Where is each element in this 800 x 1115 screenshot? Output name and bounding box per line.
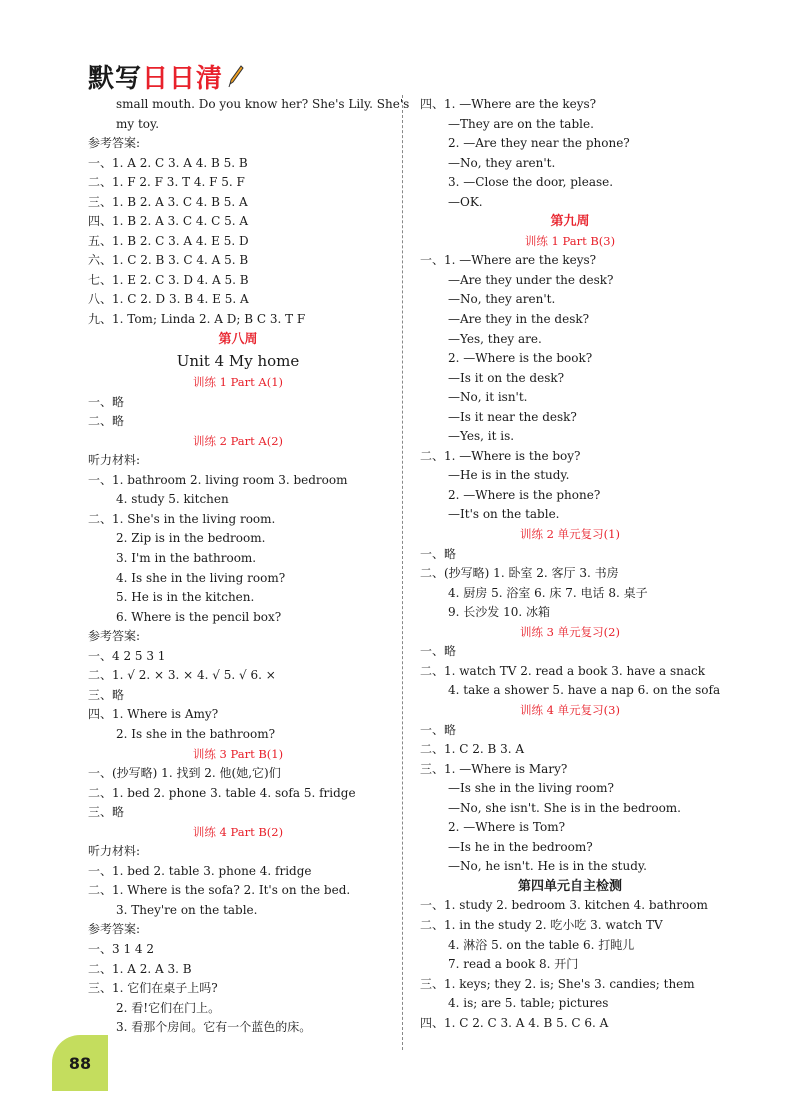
right-text-line: —Are they under the desk? (448, 272, 614, 287)
left-text-line: 训练 4 Part B(2) (192, 824, 284, 839)
right-text-line: 7. read a book 8. 开门 (448, 957, 579, 972)
left-text-line: 九、1. Tom; Linda 2. A D; B C 3. T F (88, 312, 306, 327)
logo-title-black: 默写 (88, 63, 143, 94)
left-text-line: 二、1. A 2. A 3. B (88, 961, 192, 976)
right-text-line: —Are they in the desk? (448, 312, 590, 327)
left-text-line: 二、略 (88, 414, 125, 429)
right-text-line: 二、1. watch TV 2. read a book 3. have a snack (420, 663, 706, 678)
right-text-line: —Is it near the desk? (448, 409, 577, 424)
pen-icon (227, 64, 245, 88)
left-text-line: 训练 2 Part A(2) (192, 433, 284, 448)
left-text-line: 2. 看!它们在门上。 (116, 1000, 221, 1015)
right-text-line: 第九周 (550, 214, 590, 230)
left-text-line: 一、3 1 4 2 (88, 941, 154, 956)
left-text-line: 二、1. √ 2. × 3. × 4. √ 5. √ 6. × (88, 668, 276, 683)
right-text-line: 2. —Are they near the phone? (448, 136, 630, 151)
right-text-line: 训练 2 单元复习(1) (520, 527, 620, 542)
right-text-line: 9. 长沙发 10. 冰箱 (448, 605, 550, 620)
left-text-line: 六、1. C 2. B 3. C 4. A 5. B (88, 253, 249, 268)
left-text-line: 二、1. F 2. F 3. T 4. F 5. F (88, 175, 245, 190)
right-text-line: 3. —Close the door, please. (448, 175, 614, 190)
left-text-line: 二、1. bed 2. phone 3. table 4. sofa 5. fridge (88, 785, 356, 800)
left-text-line: 一、1. bathroom 2. living room 3. bedroom (88, 472, 348, 487)
left-text-line: 一、略 (88, 394, 125, 409)
right-text-line: 4. is; are 5. table; pictures (448, 996, 609, 1011)
left-text-line: 参考答案: (88, 136, 141, 151)
right-text-line: 一、略 (420, 644, 457, 659)
right-text-line: —Is she in the living room? (448, 781, 614, 796)
header-logo (88, 60, 245, 92)
right-text-line: 4. 厨房 5. 浴室 6. 床 7. 电话 8. 桌子 (448, 585, 648, 600)
left-text-line: 2. Zip is in the bedroom. (116, 531, 266, 546)
right-text-line: 训练 3 单元复习(2) (520, 624, 620, 639)
left-text-line: 五、1. B 2. C 3. A 4. E 5. D (88, 233, 249, 248)
right-text-line: —No, they aren't. (448, 155, 556, 170)
left-text-line: 三、1. B 2. A 3. C 4. B 5. A (88, 194, 248, 209)
left-text-line: 三、略 (88, 805, 125, 820)
right-text-line: —No, she isn't. She is in the bedroom. (448, 800, 681, 815)
left-text-line: Unit 4 My home (176, 352, 300, 371)
left-text-line: 参考答案: (88, 629, 141, 644)
left-text-line: 6. Where is the pencil box? (116, 609, 282, 624)
right-text-line: 2. —Where is Tom? (448, 820, 565, 835)
right-text-line: 三、1. keys; they 2. is; She's 3. candies; them (420, 976, 695, 991)
right-text-line: 四、1. C 2. C 3. A 4. B 5. C 6. A (420, 1015, 609, 1030)
right-text-line: —Yes, it is. (448, 429, 515, 444)
right-text-line: 二、1. —Where is the boy? (420, 448, 581, 463)
left-text-line: 三、略 (88, 687, 125, 702)
right-text-line: 二、(抄写略) 1. 卧室 2. 客厅 3. 书房 (420, 566, 619, 581)
right-text-line: 一、1. —Where are the keys? (420, 253, 597, 268)
page-number-badge (52, 1035, 108, 1091)
left-text-line: small mouth. Do you know her? She's Lily. She's (116, 97, 410, 111)
right-text-line: 4. take a shower 5. have a nap 6. on the sofa (448, 683, 721, 698)
right-text-line: 训练 4 单元复习(3) (520, 702, 620, 717)
left-text-line: 八、1. C 2. D 3. B 4. E 5. A (88, 292, 249, 307)
right-text-line: 二、1. C 2. B 3. A (420, 742, 525, 757)
left-column (88, 95, 410, 1038)
right-text-line: 2. —Where is the book? (448, 351, 593, 366)
column-divider (402, 95, 403, 1050)
right-text-line: 三、1. —Where is Mary? (420, 761, 568, 776)
right-text-line: 一、略 (420, 722, 457, 737)
right-text-line: —They are on the table. (448, 116, 594, 131)
right-text-line: 四、1. —Where are the keys? (420, 97, 597, 111)
right-text-line: 二、1. in the study 2. 吃小吃 3. watch TV (420, 917, 663, 932)
left-text-line: 训练 1 Part A(1) (192, 375, 284, 390)
right-text-line: —No, it isn't. (448, 390, 528, 405)
right-text-line: —Is it on the desk? (448, 370, 565, 385)
right-text-line: 4. 淋浴 5. on the table 6. 打盹儿 (448, 937, 635, 952)
left-text-line: 参考答案: (88, 922, 141, 937)
left-text-line: 二、1. Where is the sofa? 2. It's on the bed. (88, 883, 351, 898)
page-number: 88 (68, 1053, 92, 1073)
right-text-line: —Is he in the bedroom? (448, 839, 593, 854)
right-text-line: 训练 1 Part B(3) (524, 233, 616, 248)
left-text-line: 四、1. B 2. A 3. C 4. C 5. A (88, 214, 249, 229)
left-text-line: 一、1. bed 2. table 3. phone 4. fridge (88, 863, 312, 878)
right-text-line: 2. —Where is the phone? (448, 487, 601, 502)
left-text-line: 七、1. E 2. C 3. D 4. A 5. B (88, 272, 249, 287)
left-text-line: 四、1. Where is Amy? (88, 707, 219, 722)
left-text-line: 一、1. A 2. C 3. A 4. B 5. B (88, 155, 248, 170)
left-text-line: 3. I'm in the bathroom. (116, 551, 257, 566)
left-text-line: 三、1. 它们在桌子上吗? (88, 981, 218, 996)
right-text-line: 一、1. study 2. bedroom 3. kitchen 4. bathroom (420, 898, 708, 913)
left-text-line: 二、1. She's in the living room. (88, 511, 276, 526)
right-text-line: 第四单元自主检测 (517, 878, 622, 894)
right-text-line: —No, they aren't. (448, 292, 556, 307)
left-text-line: 2. Is she in the bathroom? (116, 726, 276, 741)
right-text-line: —OK. (448, 194, 483, 209)
left-text-line: 第八周 (218, 331, 258, 347)
left-text-line: 5. He is in the kitchen. (116, 590, 255, 605)
right-text-line: —It's on the table. (448, 507, 560, 522)
left-text-line: 4. Is she in the living room? (116, 570, 286, 585)
left-text-line: my toy. (116, 116, 160, 131)
left-text-line: 一、(抄写略) 1. 找到 2. 他(她,它)们 (88, 766, 281, 781)
right-text-line: —Yes, they are. (448, 331, 542, 346)
right-text-line: 一、略 (420, 546, 457, 561)
left-text-line: 训练 3 Part B(1) (192, 746, 284, 761)
logo-title-red: 日日清 (142, 63, 224, 94)
left-text-line: 听力材料: (88, 453, 141, 468)
left-text-line: 听力材料: (88, 844, 141, 859)
left-text-line: 一、4 2 5 3 1 (88, 648, 166, 663)
right-text-line: —No, he isn't. He is in the study. (448, 859, 647, 874)
right-column (420, 95, 720, 1033)
left-text-line: 4. study 5. kitchen (116, 492, 229, 507)
left-text-line: 3. 看那个房间。它有一个蓝色的床。 (116, 1020, 312, 1035)
left-text-line: 3. They're on the table. (116, 902, 258, 917)
right-text-line: —He is in the study. (448, 468, 570, 483)
